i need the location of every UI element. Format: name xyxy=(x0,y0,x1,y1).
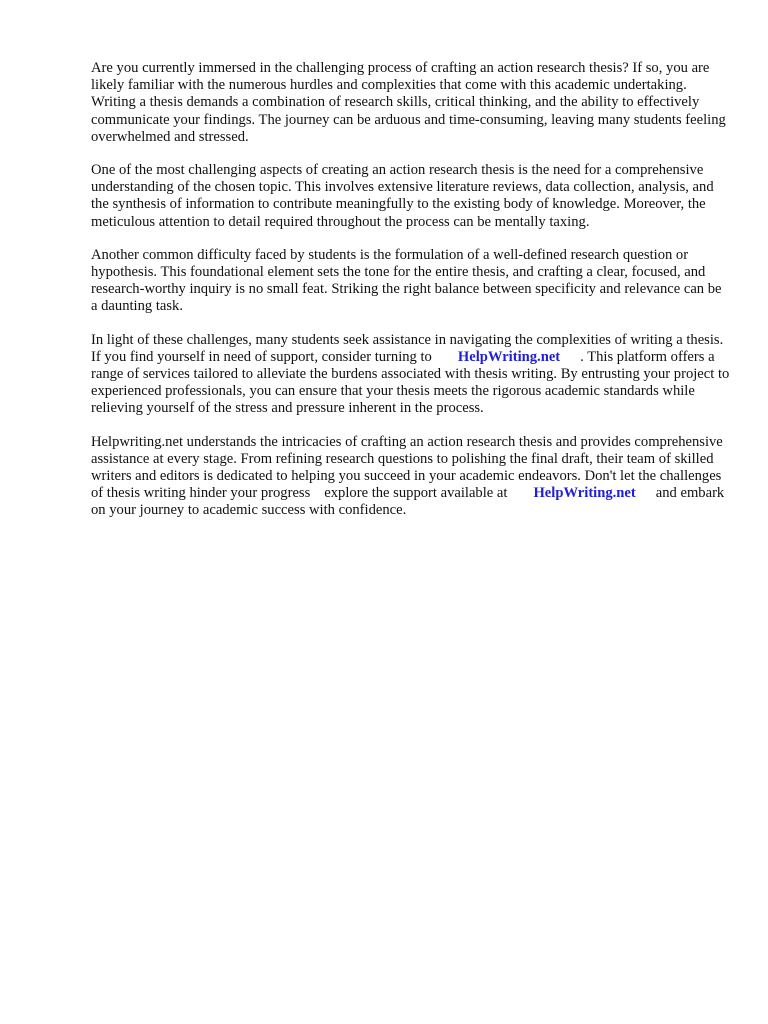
paragraph-5-text-start: Helpwriting.net understands the intricacies of crafting an action research thesis and provides comprehensive assistance at every stage. From refining research questions to polishing the final draft, their team of skilled writers and editors is dedicated to helping you succeed in your academic endeavors. Don't let the challenges of thesis writing hinder your progress xyxy=(91,433,723,502)
paragraph-4-text-start: In light of these challenges, many students seek assistance in navigating the complexities of writing a thesis. If you find yourself in need of support, consider turning to xyxy=(91,331,724,365)
helpwriting-link[interactable]: HelpWriting.net xyxy=(457,348,561,365)
paragraph-4-text-end: . This platform offers a range of services tailored to alleviate the burdens associated with thesis writing. By entrusting your project to experienced professionals, you can ensure that your thesis meets the rigorous academic standards while relieving yourself of the stress and pressure inherent in the process. xyxy=(91,348,730,417)
helpwriting-link-2[interactable]: HelpWriting.net xyxy=(533,485,636,502)
paragraph-3: Another common difficulty faced by students is the formulation of a well-defined research question or hypothesis. This foundational element sets the tone for the entire thesis, and crafting a clear, focused, and research-worthy inquiry is no small feat. Striking the right balance between specificity and relevance can be a daunting task. xyxy=(91,246,722,315)
paragraph-2: One of the most challenging aspects of creating an action research thesis is the need for a comprehensive understanding of the chosen topic. This involves extensive literature reviews, data collection, analysis, and the synthesis of information to contribute meaningfully to the existing body of knowledge. Moreover, the meticulous attention to detail required throughout the process can be mentally taxing. xyxy=(91,162,714,230)
paragraph-5-text-end: and embark on your journey to academic success with confidence. xyxy=(91,485,725,519)
paragraph-5-text-middle: explore the support available at xyxy=(324,485,508,502)
paragraph-1: Are you currently immersed in the challenging process of crafting an action research thesis? If so, you are likely familiar with the numerous hurdles and complexities that come with this academic undertaking. Writing a thesis demands a combination of research skills, critical thinking, and the ability to effectively communicate your findings. The journey can be arduous and time-consuming, leaving many students feeling overwhelmed and stressed. xyxy=(91,60,726,145)
paragraph-5 xyxy=(91,434,731,520)
document-body xyxy=(91,60,731,536)
paragraph-4 xyxy=(91,332,731,418)
